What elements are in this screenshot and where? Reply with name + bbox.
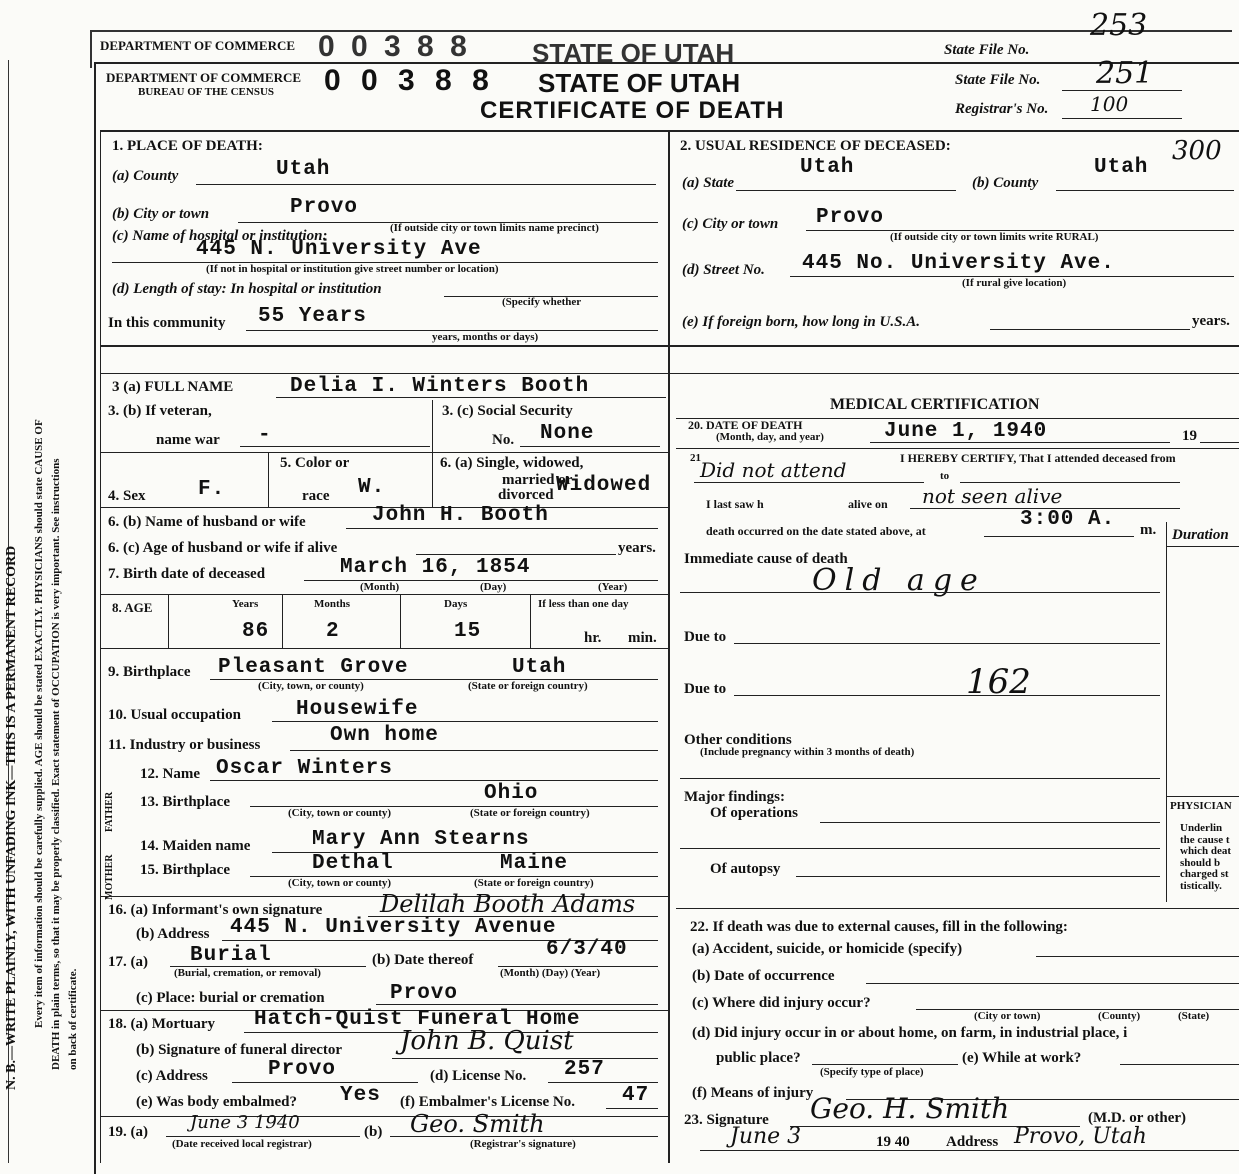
death-time-m: m. [1140, 522, 1157, 538]
hospital-address-note: (If not in hospital or institution give street number or location) [206, 263, 499, 275]
birthplace-state-note: (State or foreign country) [468, 680, 588, 692]
residence-city-note: (If outside city or town limits write RURAL) [890, 231, 1099, 243]
father-birthplace-value: Ohio [484, 782, 539, 805]
operations-label: Of operations [710, 805, 798, 821]
ssn-value: None [540, 422, 595, 445]
cause-code: 162 [966, 662, 1031, 702]
foreign-label: (e) If foreign born, how long in U.S.A. [682, 314, 920, 330]
director-address-label: (c) Address [136, 1068, 208, 1084]
industry-value: Own home [330, 724, 439, 747]
death-city-label: (b) City or town [112, 206, 210, 222]
age-min-label: min. [628, 630, 657, 646]
full-name-label: 3 (a) FULL NAME [112, 379, 234, 395]
stay-label: (d) Length of stay: In hospital or institution [112, 281, 382, 297]
community-label: In this community [108, 315, 226, 331]
hospital-value: 445 N. University Ave [196, 238, 482, 261]
attended-note: Did not attend [700, 458, 847, 482]
father-birthplace-label: 13. Birthplace [140, 794, 230, 810]
external-a: (a) Accident, suicide, or homicide (specify) [692, 941, 963, 957]
signature-date: June 3 [730, 1124, 802, 1149]
burial-method: Burial [190, 944, 272, 967]
spouse-label: 6. (b) Name of husband or wife [108, 514, 306, 530]
burial-date-label: (b) Date thereof [372, 952, 474, 968]
veteran-label: 3. (b) If veteran, [108, 403, 212, 419]
father-name-value: Oscar Winters [216, 757, 393, 780]
industry-label: 11. Industry or business [108, 737, 261, 753]
mother-name-label: 14. Maiden name [140, 838, 251, 854]
director-address-value: Provo [268, 1058, 337, 1081]
external-d: (d) Did injury occur in or about home, on farm, in industrial place, i [692, 1025, 1128, 1041]
back-state-file-label: State File No. [944, 42, 1030, 58]
date-of-death-value: June 1, 1940 [884, 420, 1048, 443]
sex-value: F. [198, 478, 226, 501]
physician-box-text: Underlin the cause t which deat should b charged st tistically. [1180, 822, 1232, 892]
other-conditions-note: (Include pregnancy within 3 months of death) [700, 746, 915, 758]
death-county-value: Utah [276, 158, 331, 181]
informant-signature-label: 16. (a) Informant's own signature [108, 902, 323, 918]
external-e: (e) While at work? [962, 1050, 1082, 1066]
residence-number: 300 [1172, 136, 1222, 166]
physician-box-title: PHYSICIAN [1170, 800, 1232, 812]
registrar-value: 100 [1090, 92, 1129, 116]
birth-day-note: (Day) [480, 581, 507, 593]
birthplace-city-value: Pleasant Grove [218, 656, 409, 679]
name-war-value: - [258, 424, 272, 447]
due-to-1-label: Due to [684, 629, 727, 645]
embalmed-label: (e) Was body embalmed? [136, 1094, 297, 1110]
father-tag: FATHER [104, 791, 115, 832]
md-label: (M.D. or other) [1088, 1110, 1187, 1126]
birth-date-value: March 16, 1854 [340, 556, 531, 579]
ssn-label: 3. (c) Social Security [442, 403, 573, 419]
autopsy-label: Of autopsy [710, 861, 781, 877]
mother-birthplace-label: 15. Birthplace [140, 862, 230, 878]
residence-street-label: (d) Street No. [682, 262, 765, 278]
side-note-1: N. B.—WRITE PLAINLY, WITH UNFADING INK—THIS IS A PERMANENT RECORD [4, 545, 19, 1090]
race-label: race [302, 488, 330, 504]
date-received-note: (Date received local registrar) [172, 1138, 312, 1150]
side-note-4: on back of certificate. [67, 968, 79, 1070]
specify-note: (Specify whether [502, 296, 582, 308]
birthplace-state-value: Utah [512, 656, 567, 679]
death-time-value: 3:00 A. [1020, 508, 1116, 531]
other-conditions-label: Other conditions [684, 732, 792, 748]
residence-street-value: 445 No. University Ave. [802, 252, 1115, 275]
back-serial: 0 0 3 8 8 [318, 30, 471, 63]
embalmer-value: 47 [622, 1084, 650, 1107]
external-county-note: (County) [1098, 1010, 1141, 1022]
color-label: 5. Color or [280, 455, 350, 471]
side-note-2: Every item of information should be carefully supplied. AGE should be stated EXACTLY. PHYSICIANS should state CAUSE OF [33, 419, 45, 1028]
age-hr-label: hr. [584, 630, 602, 646]
date-of-death-label: 20. DATE OF DEATH [688, 418, 803, 432]
place-of-death-heading: 1. PLACE OF DEATH: [112, 138, 263, 154]
occupation-label: 10. Usual occupation [108, 707, 241, 723]
alive-label: alive on [848, 497, 888, 511]
full-name-value: Delia I. Winters Booth [290, 375, 590, 398]
physician-signature: Geo. H. Smith [810, 1092, 1010, 1125]
mother-name-value: Mary Ann Stearns [312, 828, 530, 851]
residence-state-value: Utah [800, 156, 855, 179]
burial-date-note: (Month) (Day) (Year) [500, 967, 601, 979]
duration-label: Duration [1172, 527, 1229, 543]
death-city-value: Provo [290, 196, 359, 219]
signature-label: 23. Signature [684, 1112, 769, 1128]
serial-number: 0 0 3 8 8 [324, 64, 495, 97]
death-occurred-label: death occurred on the date stated above, at [706, 524, 926, 538]
mother-birthplace-state: Maine [500, 852, 569, 875]
certify-text: I HEREBY CERTIFY, That I attended deceased from [900, 451, 1176, 465]
immediate-cause-value: Old age [812, 563, 986, 598]
spouse-age-years: years. [618, 540, 656, 556]
registrar-signature: Geo. Smith [410, 1110, 545, 1138]
director-signature: John B. Quist [400, 1026, 574, 1056]
burial-place-value: Provo [390, 982, 459, 1005]
registrar-label: Registrar's No. [955, 101, 1049, 117]
residence-city-value: Provo [816, 206, 885, 229]
embalmer-label: (f) Embalmer's License No. [400, 1094, 575, 1110]
mother-city-note: (City, town or county) [288, 877, 392, 889]
burial-date-value: 6/3/40 [546, 938, 628, 961]
state-file-value: 251 [1096, 56, 1154, 91]
father-name-label: 12. Name [140, 766, 200, 782]
hospital-label: (c) Name of hospital or institution: [112, 228, 328, 244]
external-heading: 22. If death was due to external causes, fill in the following: [690, 919, 1068, 935]
director-label: (b) Signature of funeral director [136, 1042, 343, 1058]
embalmed-value: Yes [340, 1084, 381, 1107]
burial-place-label: (c) Place: burial or cremation [136, 990, 325, 1006]
marital-label: 6. (a) Single, widowed, [440, 455, 584, 471]
residence-county-value: Utah [1094, 156, 1149, 179]
age-days-value: 15 [454, 620, 482, 643]
residence-state-label: (a) State [682, 175, 735, 191]
birth-month-note: (Month) [360, 581, 400, 593]
race-value: W. [358, 476, 386, 499]
age-less-head: If less than one day [538, 598, 629, 610]
ssn-no-label: No. [492, 432, 515, 448]
mother-birthplace-city: Dethal [312, 852, 394, 875]
bureau: BUREAU OF THE CENSUS [138, 86, 275, 98]
community-note: years, months or days) [432, 331, 539, 343]
death-county-label: (a) County [112, 168, 179, 184]
father-city-note: (City, town or county) [288, 807, 392, 819]
signature-address-label: Address [946, 1134, 999, 1150]
date-year-prefix: 19 [1182, 428, 1197, 444]
birth-year-note: (Year) [598, 581, 628, 593]
spouse-value: John H. Booth [372, 504, 549, 527]
age-label: 8. AGE [112, 600, 153, 615]
sex-label: 4. Sex [108, 488, 146, 504]
external-specify-note: (Specify type of place) [820, 1066, 924, 1078]
external-f: (f) Means of injury [692, 1085, 814, 1101]
alive-note: not seen alive [922, 484, 1063, 508]
license-label: (d) License No. [430, 1068, 527, 1084]
external-public: public place? [716, 1050, 801, 1066]
certificate-title: CERTIFICATE OF DEATH [480, 97, 785, 124]
registrar-sig-note: (Registrar's signature) [470, 1138, 576, 1150]
registrar-b-label: (b) [364, 1124, 383, 1140]
side-note-3: DEATH in plain terms, so that it may be properly classified. Exact statement of OCCUPATION is very important. See instructions [50, 458, 62, 1070]
signature-address: Provo, Utah [1014, 1124, 1147, 1149]
marital-value: Widowed [556, 474, 652, 497]
age-months-value: 2 [326, 620, 340, 643]
age-years-value: 86 [242, 620, 270, 643]
registrar-row-label: 19. (a) [108, 1124, 148, 1140]
informant-signature: Delilah Booth Adams [380, 890, 636, 918]
informant-address-value: 445 N. University Avenue [230, 916, 557, 939]
birthplace-label: 9. Birthplace [108, 664, 191, 680]
informant-address-label: (b) Address [136, 926, 210, 942]
external-state-note: (State) [1178, 1010, 1210, 1022]
attended-to-label: to [940, 470, 950, 482]
residence-heading: 2. USUAL RESIDENCE OF DECEASED: [680, 138, 951, 154]
last-saw-label: I last saw h [706, 497, 764, 511]
birth-date-label: 7. Birth date of deceased [108, 566, 266, 582]
department: DEPARTMENT OF COMMERCE [106, 70, 302, 85]
married-label: married or [502, 472, 573, 488]
divorced-label: divorced [498, 487, 554, 503]
medical-heading: MEDICAL CERTIFICATION [830, 396, 1040, 413]
residence-county-label: (b) County [972, 175, 1039, 191]
date-received-value: June 3 1940 [190, 1112, 300, 1133]
age-days-head: Days [444, 598, 468, 610]
father-state-note: (State or foreign country) [470, 807, 590, 819]
community-value: 55 Years [258, 305, 367, 328]
immediate-cause-label: Immediate cause of death [684, 551, 848, 567]
license-value: 257 [564, 1058, 605, 1081]
mortuary-value: Hatch-Quist Funeral Home [254, 1008, 581, 1031]
birthplace-city-note: (City, town, or county) [258, 680, 364, 692]
hospital-note: (If outside city or town limits name precinct) [390, 222, 599, 234]
state-file-label: State File No. [955, 72, 1041, 88]
burial-label: 17. (a) [108, 954, 148, 970]
major-findings-label: Major findings: [684, 789, 785, 805]
back-state-file-value: 253 [1090, 8, 1148, 43]
name-war-label: name war [156, 432, 220, 448]
external-b: (b) Date of occurrence [692, 968, 835, 984]
foreign-years-label: years. [1192, 313, 1230, 329]
residence-city-label: (c) City or town [682, 216, 779, 232]
cert-number: 21 [690, 452, 701, 464]
back-state: STATE OF UTAH [532, 38, 735, 68]
due-to-2-label: Due to [684, 681, 727, 697]
date-of-death-sub: (Month, day, and year) [716, 431, 824, 443]
back-department: DEPARTMENT OF COMMERCE [100, 38, 296, 53]
external-city-note: (City or town) [974, 1010, 1041, 1022]
occupation-value: Housewife [296, 698, 419, 721]
age-months-head: Months [314, 598, 351, 610]
mother-tag: MOTHER [104, 854, 115, 900]
age-years-head: Years [232, 598, 259, 610]
mother-state-note: (State or foreign country) [474, 877, 594, 889]
burial-method-note: (Burial, cremation, or removal) [174, 967, 321, 979]
state-heading: STATE OF UTAH [538, 68, 741, 98]
spouse-age-label: 6. (c) Age of husband or wife if alive [108, 540, 338, 556]
mortuary-label: 18. (a) Mortuary [108, 1016, 216, 1032]
external-c: (c) Where did injury occur? [692, 995, 871, 1011]
signature-year: 19 40 [876, 1134, 910, 1150]
residence-street-note: (If rural give location) [962, 277, 1067, 289]
